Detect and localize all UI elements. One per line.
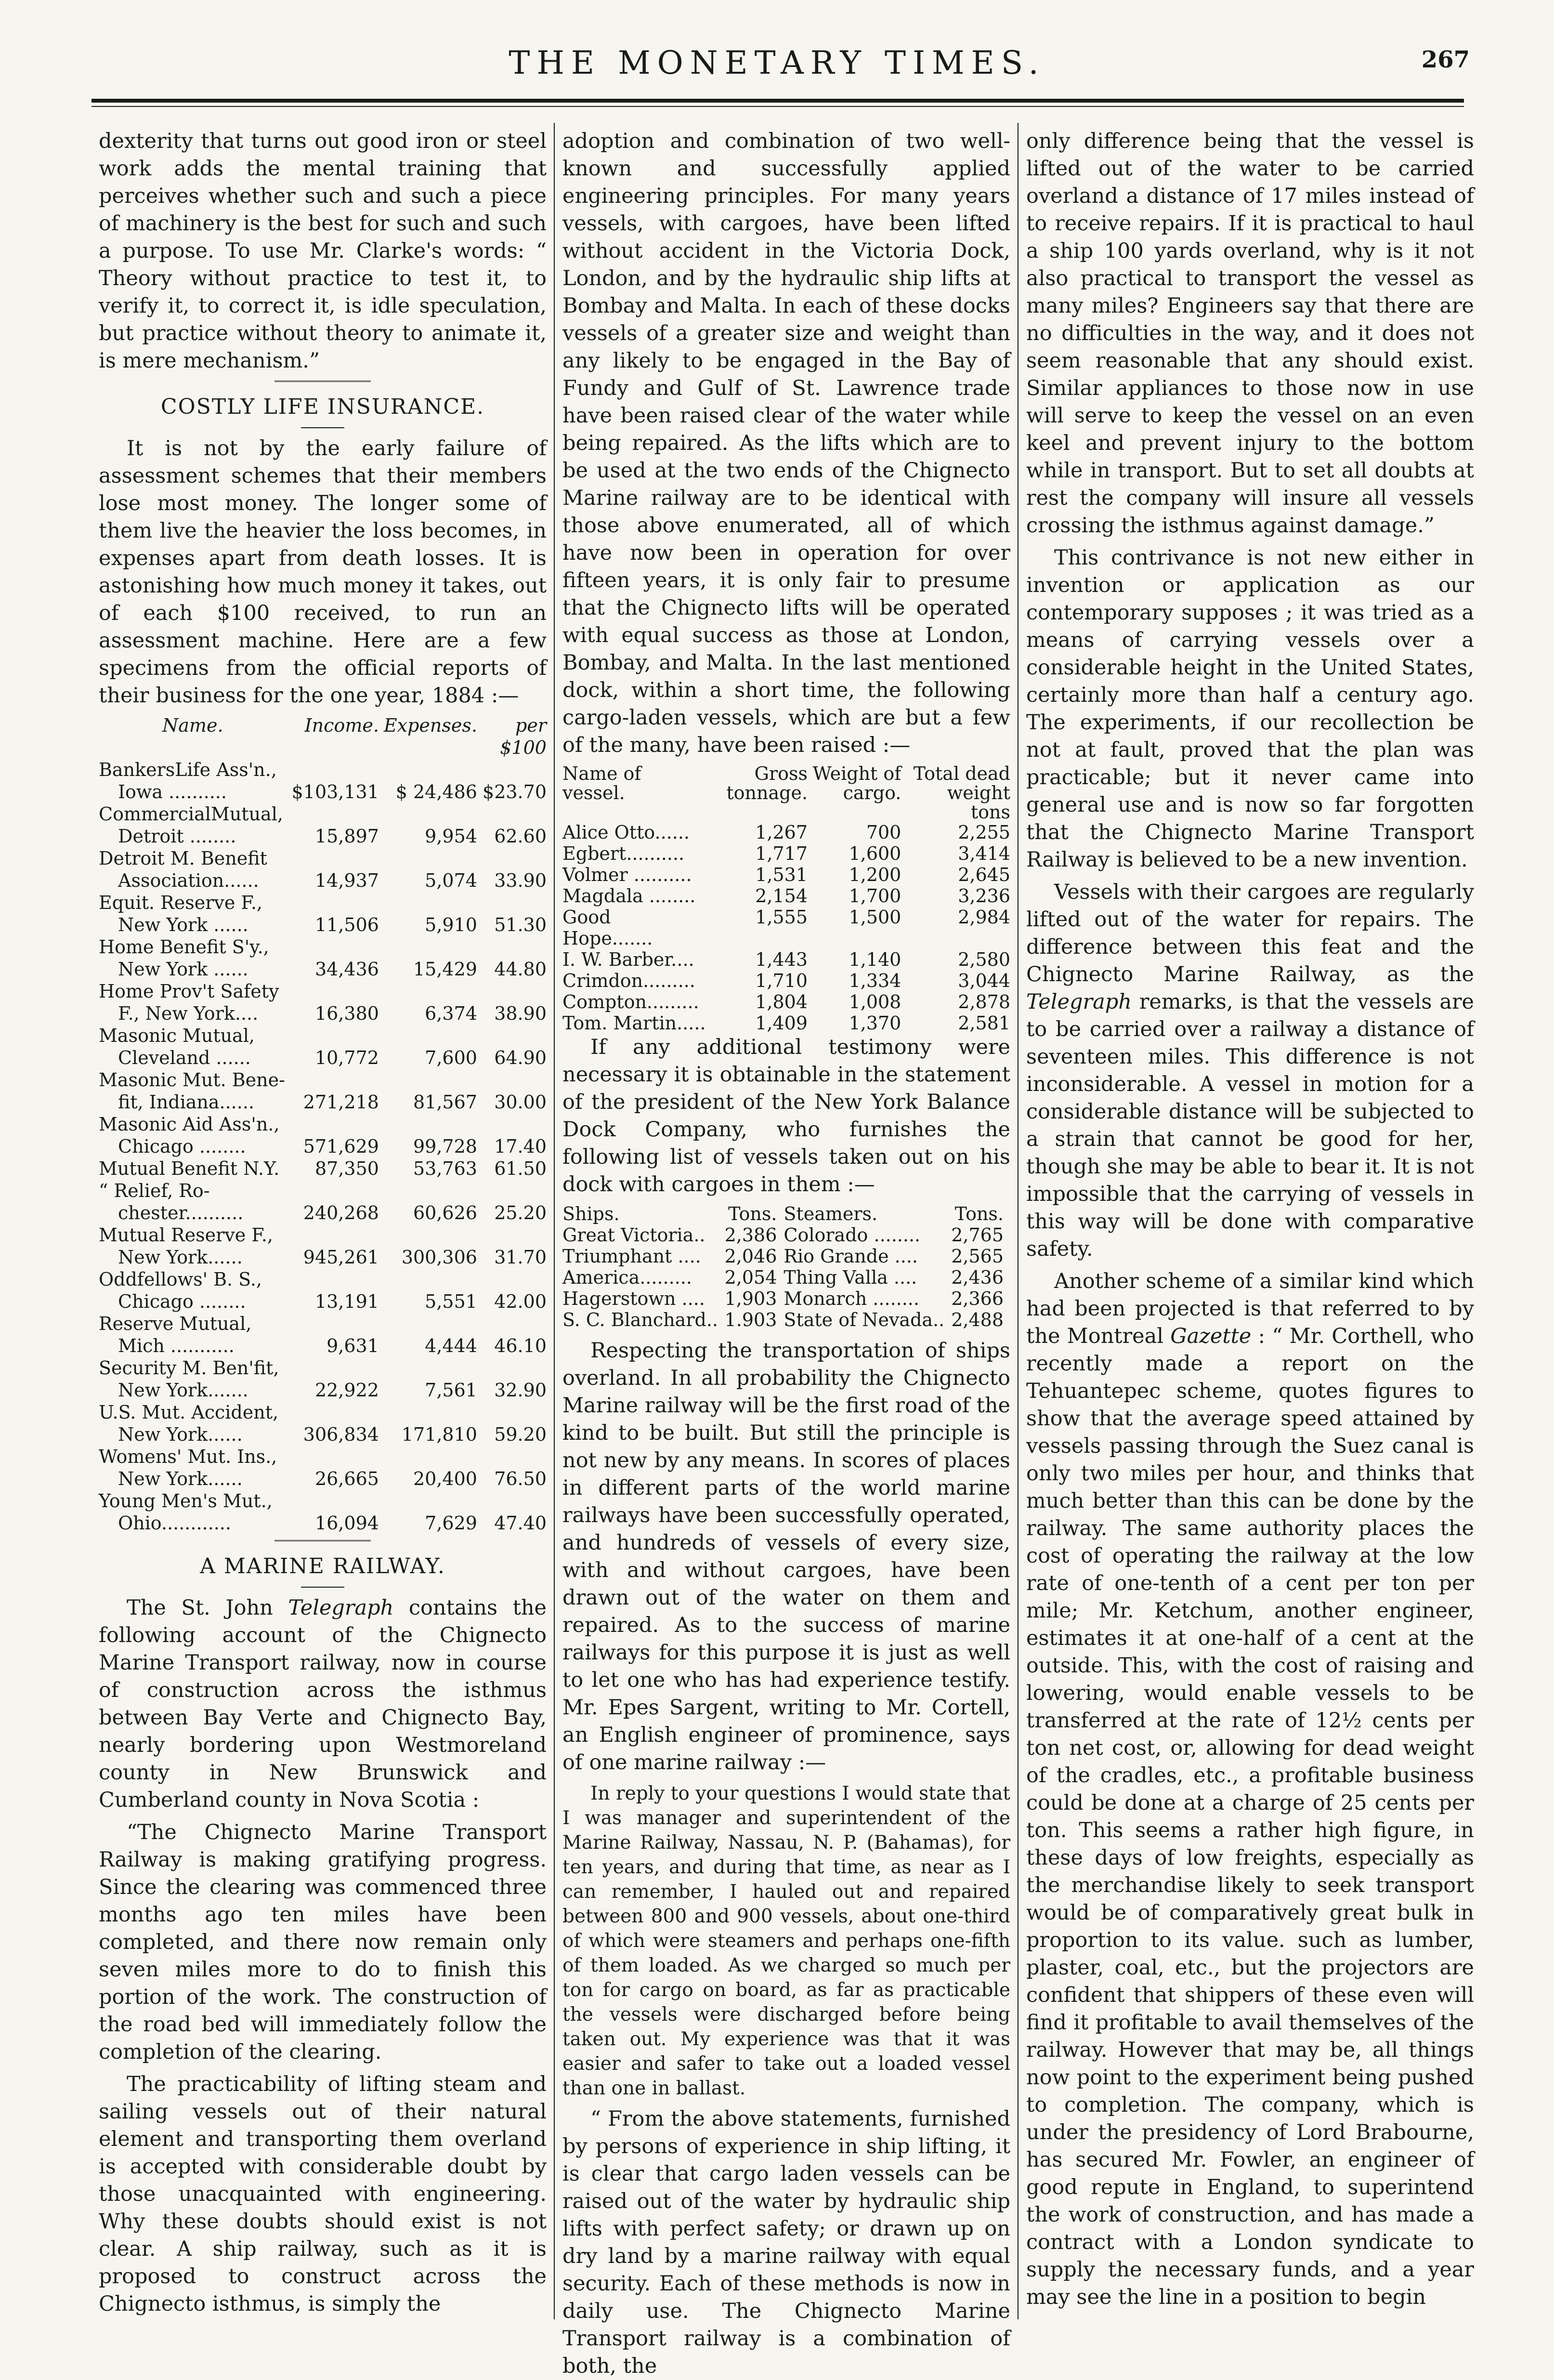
vessel-name: Thing Valla .... xyxy=(784,1267,917,1288)
table-cell: 2,255 xyxy=(958,822,1010,843)
per-100-cell: 61.50 xyxy=(494,1158,547,1179)
per-100-cell: 30.00 xyxy=(494,1091,547,1113)
table-cell: 2,436 xyxy=(951,1267,1004,1288)
column-2 xyxy=(562,128,1010,2378)
article-heading: A MARINE RAILWAY. xyxy=(200,1554,445,1578)
income-cell: 571,629 xyxy=(303,1136,379,1157)
table-cell: 2,645 xyxy=(958,864,1010,885)
table-cell: 2,366 xyxy=(951,1288,1004,1309)
table-row xyxy=(562,1224,1010,1246)
table-cell: 1,008 xyxy=(849,991,901,1012)
insurer-location: Mich ........... xyxy=(118,1335,235,1356)
insurer-location: fit, Indiana...... xyxy=(118,1091,254,1113)
table-row xyxy=(562,1288,1010,1309)
table-row xyxy=(562,1309,1010,1330)
insurer-location: New York...... xyxy=(118,1247,243,1268)
table-cell: 1,903 xyxy=(724,1288,777,1309)
text-run: Vessels with their cargoes are regularly lifted out of the water for repairs. The difference between this feat and the Chignecto Marine Railway, as the xyxy=(1026,880,1474,986)
table-row xyxy=(99,1069,547,1091)
income-cell: 22,922 xyxy=(314,1380,379,1401)
expenses-cell: 5,074 xyxy=(425,870,477,891)
table-row xyxy=(99,1379,547,1401)
vessel-name: Tom. Martin..... xyxy=(562,1012,706,1034)
table-row xyxy=(99,825,547,847)
income-cell: 14,937 xyxy=(314,870,379,891)
table-row xyxy=(99,1025,547,1047)
insurer-name: Masonic Mutual, xyxy=(99,1025,255,1046)
column-divider xyxy=(554,123,555,2319)
insurer-location: Association...... xyxy=(118,870,259,891)
insurer-name: Masonic Aid Ass'n., xyxy=(99,1114,280,1135)
table-row xyxy=(99,892,547,914)
per-100-cell: 62.60 xyxy=(494,826,547,847)
insurer-location: Cleveland ...... xyxy=(118,1047,251,1068)
vessel-name: Volmer .......... xyxy=(562,864,692,885)
table-cell: 1,443 xyxy=(755,949,808,970)
table-row xyxy=(99,1202,547,1224)
table-cell: 2,386 xyxy=(724,1224,777,1246)
column-header: Ships. xyxy=(562,1203,620,1224)
vessel-name: Compton......... xyxy=(562,991,699,1012)
column-header: Gross tonnage. xyxy=(726,763,808,803)
column-header: Income. xyxy=(304,715,379,736)
article-heading: COSTLY LIFE INSURANCE. xyxy=(160,394,485,419)
table-cell: 3,236 xyxy=(958,885,1010,907)
section-divider xyxy=(274,381,371,385)
table-cell: 2,765 xyxy=(951,1224,1004,1246)
table-cell: 1,267 xyxy=(755,822,808,843)
paragraph: “ From the above statements, furnished by persons of experience in ship lifting, it is clear that cargo laden vessels can be raised out of the water by hydraulic ship lifts with perfect safety; or drawn up on dry land by a marine railway with equal security. Each of these methods is now in daily use. The Chignecto Marine Transport railway is a combination of both, the xyxy=(562,2107,1010,2378)
table-cell: 2,984 xyxy=(958,907,1010,928)
insurer-location: chester.......... xyxy=(118,1202,244,1223)
insurer-location: Detroit ........ xyxy=(118,826,236,847)
paragraph: adoption and combination of two well-known and successfully applied engineering principles. For many years vessels, with cargoes, have been lifted without accident in the Victoria Dock, London, and by the hydraulic ship lifts at Bombay and Malta. In each of these docks vessels of a greater size and weight than any likely to be engaged in the Bay of Fundy and Gulf of St. Lawrence trade have been raised clear of the water while being repaired. As the lifts which are to be used at the two ends of the Chignecto Marine railway are to be identical with those above enumerated, all of which have now been in operation for over fifteen years, it is only fair to presume that the Chignecto lifts will be operated with equal success as those at London, Bombay, and Malta. In the last mentioned dock, within a short time, the following cargo-laden vessels, which are but a few of the many, have been raised :— xyxy=(562,129,1010,757)
income-cell: 11,506 xyxy=(314,914,379,935)
insurer-location: Chicago ........ xyxy=(118,1136,246,1157)
table-row xyxy=(99,1002,547,1025)
insurer-name: Masonic Mut. Bene- xyxy=(99,1069,285,1091)
column-header: Name of vessel. xyxy=(562,763,641,803)
table-row xyxy=(99,1357,547,1379)
income-cell: $103,131 xyxy=(291,781,379,802)
table-row xyxy=(99,803,547,825)
table-cell: 1,334 xyxy=(849,970,901,991)
table-row xyxy=(562,864,1010,885)
table-cell: 1,531 xyxy=(755,864,808,885)
expenses-cell: 4,444 xyxy=(425,1335,477,1356)
income-cell: 945,261 xyxy=(303,1247,379,1268)
table-cell: 2,054 xyxy=(724,1267,777,1288)
column-header: Tons. xyxy=(954,1203,1004,1224)
per-100-cell: 59.20 xyxy=(494,1424,547,1445)
table-row xyxy=(99,1047,547,1069)
insurer-name: Mutual Benefit N.Y. xyxy=(99,1158,280,1179)
table-cell: 2,581 xyxy=(958,1012,1010,1034)
per-100-cell: 47.40 xyxy=(494,1512,547,1534)
table-row xyxy=(99,958,547,980)
table-cell: 1,200 xyxy=(849,864,901,885)
insurer-location: New York...... xyxy=(118,1424,243,1445)
paragraph xyxy=(1026,879,1474,1263)
heading-rule xyxy=(301,1587,344,1588)
column-header: Tons. xyxy=(728,1203,777,1224)
table-row xyxy=(562,822,1010,843)
column-header: per $100 xyxy=(500,715,547,758)
per-100-cell: 31.70 xyxy=(494,1247,547,1268)
insurer-location: Ohio............ xyxy=(118,1512,231,1534)
table-cell: 3,414 xyxy=(958,843,1010,864)
insurer-name: Equit. Reserve F., xyxy=(99,892,263,913)
expenses-cell: 9,954 xyxy=(425,826,477,847)
vessel-name: Rio Grande .... xyxy=(784,1246,918,1267)
table-row xyxy=(99,759,547,781)
table-cell: 1,409 xyxy=(755,1012,808,1034)
vessel-name: Triumphant .... xyxy=(562,1246,701,1267)
income-cell: 15,897 xyxy=(314,826,379,847)
vessel-name: Crimdon......... xyxy=(562,970,695,991)
table-row xyxy=(99,1135,547,1157)
income-cell: 13,191 xyxy=(314,1291,379,1312)
heading-rule xyxy=(301,427,344,428)
column-3 xyxy=(1026,128,1474,2348)
paragraph: only difference being that the vessel is lifted out of the water to be carried overland a distance of 17 miles instead of to receive repairs. If it is practical to haul a ship 100 yards overland, why is it not also practical to transport the vessel as many miles? Engineers say that there are no difficulties in the way, and it does not seem reasonable that any should exist. Similar appliances to those now in use will serve to keep the vessel on an even keel and prevent injury to the bottom while in transport. But to set all doubts at rest the company will insure all vessels crossing the isthmus against damage.” xyxy=(1026,129,1474,538)
insurer-location: New York....... xyxy=(118,1380,248,1401)
per-100-cell: 32.90 xyxy=(494,1380,547,1401)
table-cell: 1,600 xyxy=(849,843,901,864)
vessel-name: Good Hope....... xyxy=(562,907,653,949)
expenses-cell: 171,810 xyxy=(401,1424,477,1445)
vessel-table-body xyxy=(562,822,1010,1034)
expenses-cell: 99,728 xyxy=(413,1136,477,1157)
ship-table-body xyxy=(562,1224,1010,1330)
insurer-name: Young Men's Mut., xyxy=(99,1490,273,1512)
insurer-name: BankersLife Ass'n., xyxy=(99,759,277,780)
table-row xyxy=(562,1267,1010,1288)
column-header: Name. xyxy=(162,715,223,736)
header-rule-thin xyxy=(91,106,1464,107)
expenses-cell: 7,629 xyxy=(425,1512,477,1534)
paragraph: “The Chignecto Marine Transport Railway is making gratifying progress. Since the clearing was commenced three months ago ten miles have been completed, and there now remain only seven miles more to do to finish this portion of the work. The construction of the road bed will immediately follow the completion of the clearing. xyxy=(99,1820,547,2064)
income-cell: 87,350 xyxy=(314,1158,379,1179)
per-100-cell: 42.00 xyxy=(494,1291,547,1312)
income-cell: 306,834 xyxy=(303,1424,379,1445)
text-run: The St. John xyxy=(127,1596,288,1620)
table-row xyxy=(99,1490,547,1512)
table-cell: 1,717 xyxy=(755,843,808,864)
vessel-name: Great Victoria.. xyxy=(562,1224,705,1246)
section-divider xyxy=(274,1540,371,1544)
table-row xyxy=(562,1012,1010,1034)
table-row xyxy=(99,1335,547,1357)
insurer-name: U.S. Mut. Accident, xyxy=(99,1402,279,1423)
column-1 xyxy=(99,128,547,2348)
expenses-cell: 60,626 xyxy=(413,1202,477,1223)
income-cell: 240,268 xyxy=(303,1202,379,1223)
insurer-name: CommercialMutual, xyxy=(99,803,283,825)
table-cell: 2,580 xyxy=(958,949,1010,970)
table-row xyxy=(99,936,547,958)
insurance-table xyxy=(99,714,547,1534)
table-row xyxy=(99,1157,547,1180)
expenses-cell: 53,763 xyxy=(413,1158,477,1179)
table-row xyxy=(562,843,1010,864)
insurer-name: Oddfellows' B. S., xyxy=(99,1269,262,1290)
income-cell: 16,380 xyxy=(314,1003,379,1024)
income-cell: 271,218 xyxy=(303,1091,379,1113)
paragraph xyxy=(1026,1268,1474,2311)
column-header: Expenses. xyxy=(383,715,477,736)
income-cell: 9,631 xyxy=(326,1335,379,1356)
table-row xyxy=(562,970,1010,991)
table-row xyxy=(562,949,1010,970)
income-cell: 10,772 xyxy=(314,1047,379,1068)
newspaper-title: Telegraph xyxy=(1026,990,1132,1014)
quoted-letter: In reply to your questions I would state that I was manager and superintendent of the Marine Railway, Nassau, N. P. (Bahamas), for ten years, and during that time, as near as I can remember, I hauled out and repaired between 800 and 900 vessels, about one-third of which were steamers and perhaps one-fifth of them loaded. As we charged so much per ton for cargo on board, as far as practicable the vessels were discharged before being taken out. My experience was that it was easier and safer to take out a loaded vessel than one in ballast. xyxy=(562,1783,1010,2099)
table-row xyxy=(99,1113,547,1135)
income-cell: 34,436 xyxy=(314,959,379,980)
table-row xyxy=(562,907,1010,949)
table-cell: 2,046 xyxy=(724,1246,777,1267)
table-row xyxy=(99,1246,547,1268)
vessel-name: State of Nevada.. xyxy=(784,1309,945,1330)
column-header: Weight of cargo. xyxy=(812,763,901,803)
paragraph: This contrivance is not new either in invention or application as our contemporary supposes ; it was tried as a means of carrying vessels over a considerable height in the United States, certainly more than half a century ago. The experiments, if our recollection be not at fault, proved that the plan was practicable; but it never came into general use and is now so far forgotten that the Chignecto Marine Transport Railway is believed to be a new invention. xyxy=(1026,546,1474,872)
expenses-cell: 5,551 xyxy=(425,1291,477,1312)
column-header: Total dead weight tons xyxy=(913,763,1010,823)
per-100-cell: 76.50 xyxy=(494,1468,547,1489)
table-cell: 1,370 xyxy=(849,1012,901,1034)
table-cell: 1,500 xyxy=(849,907,901,928)
vessel-table xyxy=(562,764,1010,1034)
per-100-cell: $23.70 xyxy=(483,781,547,802)
paragraph: Respecting the transportation of ships overland. In all probability the Chignecto Marine railway will be the first road of the kind to be built. But still the principle is not new by any means. In scores of places in different parts of the world marine railways have been successfully operated, and hundreds of vessels of every size, with and without cargoes, have been drawn out of the water on them and repaired. As to the success of marine railways for this purpose it is just as well to let one who has had experience testify. Mr. Epes Sargent, writing to Mr. Cortell, an English engineer of prominence, says of one marine railway :— xyxy=(562,1339,1010,1775)
vessel-name: Magdala ........ xyxy=(562,885,696,907)
table-cell: 2,154 xyxy=(755,885,808,907)
insurer-location: New York...... xyxy=(118,1468,243,1489)
per-100-cell: 44.80 xyxy=(494,959,547,980)
page-header xyxy=(0,0,1554,101)
insurer-location: F., New York.... xyxy=(118,1003,259,1024)
paragraph: The practicability of lifting steam and sailing vessels out of their natural element and transporting them overland is accepted with considerable doubt by those unacquainted with engineering. Why these doubts should exist is not clear. A ship railway, such as it is proposed to construct across the Chignecto isthmus, is simply the xyxy=(99,2072,547,2316)
insurer-name: Detroit M. Benefit xyxy=(99,848,267,869)
table-row xyxy=(99,1290,547,1313)
table-row xyxy=(99,869,547,892)
per-100-cell: 33.90 xyxy=(494,870,547,891)
newspaper-title: Gazette xyxy=(1170,1324,1252,1348)
table-cell: 700 xyxy=(866,822,901,843)
vessel-name: S. C. Blanchard.. xyxy=(562,1309,718,1330)
table-cell: 1.903 xyxy=(724,1309,777,1330)
vessel-name: Colorado ........ xyxy=(784,1224,921,1246)
table-row xyxy=(99,1180,547,1202)
table-row xyxy=(99,1224,547,1246)
expenses-cell: $ 24,486 xyxy=(395,781,477,802)
income-cell: 16,094 xyxy=(314,1512,379,1534)
expenses-cell: 5,910 xyxy=(425,914,477,935)
table-cell: 1,555 xyxy=(755,907,808,928)
table-row xyxy=(99,781,547,803)
per-100-cell: 51.30 xyxy=(494,914,547,935)
table-cell: 2,565 xyxy=(951,1246,1004,1267)
insurer-name: Home Prov't Safety xyxy=(99,981,279,1002)
vessel-name: Alice Otto...... xyxy=(562,822,690,843)
table-row xyxy=(99,980,547,1002)
table-cell: 2,488 xyxy=(951,1309,1004,1330)
table-row xyxy=(562,1246,1010,1267)
insurer-location: New York ...... xyxy=(118,914,248,935)
insurer-name: Womens' Mut. Ins., xyxy=(99,1446,277,1467)
newspaper-title: Telegraph xyxy=(288,1596,394,1620)
vessel-name: I. W. Barber.... xyxy=(562,949,694,970)
text-run: remarks, is that the vessels are to be carried over a railway a distance of seventeen miles. This difference is not inconsiderable. A vessel in motion for a considerable distance will be subjected to a strain that cannot be good for her, though she may be able to bear it. It is not impossible that the carrying of vessels in this way will be done with comparative safety. xyxy=(1026,990,1474,1261)
table-row xyxy=(99,1091,547,1113)
text-run: contains the following account of the Chignecto Marine Transport railway, now in course of construction across the isthmus between Bay Verte and Chignecto Bay, nearly bordering upon Westmoreland county in New Brunswick and Cumberland county in Nova Scotia : xyxy=(99,1596,547,1812)
table-cell: 3,044 xyxy=(958,970,1010,991)
table-row xyxy=(99,1313,547,1335)
paragraph: dexterity that turns out good iron or steel work adds the mental training that perceives whether such and such a piece of machinery is the best for such and such a purpose. To use Mr. Clarke's words: “ Theory without practice to test it, to verify it, to correct it, is idle speculation, but practice without theory to animate it, is mere mechanism.” xyxy=(99,129,547,373)
insurance-table-body xyxy=(99,759,547,1534)
vessel-name: America......... xyxy=(562,1267,692,1288)
table-cell: 1,804 xyxy=(755,991,808,1012)
expenses-cell: 7,600 xyxy=(425,1047,477,1068)
expenses-cell: 15,429 xyxy=(413,959,477,980)
insurer-location: New York ...... xyxy=(118,959,248,980)
vessel-name: Egbert.......... xyxy=(562,843,685,864)
table-row xyxy=(99,1423,547,1446)
per-100-cell: 46.10 xyxy=(494,1335,547,1356)
insurer-name: Home Benefit S'y., xyxy=(99,936,269,958)
text-run: : “ Mr. Corthell, who recently made a report on the Tehuantepec scheme, quotes figures to show that the average speed attained by vessels passing through the Suez canal is only two miles per hour, and thinks that much better than this can be done by the railway. The same authority places the cost of operating the railway at the low rate of one-tenth of a cent per ton per mile; Mr. Ketchum, another engineer, estimates it at one-half of a cent at the outside. This, with the cost of raising and lowering, would enable vessels to be transferred at the rate of 12½ cents per ton net cost, or, allowing for dead weight of the cradles, etc., a profitable business could be done at a charge of 25 cents per ton. This seems a rather high figure, in these days of low freights, especially as the merchandise likely to seek transport would be of comparatively great bulk in proportion to its value. such as lumber, plaster, coal, etc., but the projectors are confident that shippers of these even will find it profitable to avail themselves of the railway. However that may be, all things now point to the experiment being pushed to completion. The company, which is under the presidency of Lord Brabourne, has secured Mr. Fowler, an engineer of good repute in England, to superintend the work of construction, and has made a contract with a London syndicate to supply the necessary funds, and a year may see the line in a position to begin xyxy=(1026,1324,1474,2309)
table-cell: 1,710 xyxy=(755,970,808,991)
table-row xyxy=(99,1401,547,1423)
paragraph xyxy=(99,1594,547,1814)
insurer-location: Chicago ........ xyxy=(118,1291,246,1312)
table-row xyxy=(99,1446,547,1468)
income-cell: 26,665 xyxy=(314,1468,379,1489)
per-100-cell: 25.20 xyxy=(494,1202,547,1223)
table-row xyxy=(562,885,1010,907)
masthead: THE MONETARY TIMES. xyxy=(509,44,1045,81)
expenses-cell: 300,306 xyxy=(401,1247,477,1268)
header-rule xyxy=(91,99,1464,103)
table-cell: 1,140 xyxy=(849,949,901,970)
table-row xyxy=(99,1468,547,1490)
expenses-cell: 20,400 xyxy=(413,1468,477,1489)
per-100-cell: 38.90 xyxy=(494,1003,547,1024)
per-100-cell: 17.40 xyxy=(494,1136,547,1157)
insurer-location: Iowa .......... xyxy=(118,781,227,802)
table-cell: 2,878 xyxy=(958,991,1010,1012)
insurer-name: Mutual Reserve F., xyxy=(99,1224,273,1246)
ship-table xyxy=(562,1203,1010,1330)
table-row xyxy=(99,1512,547,1534)
expenses-cell: 7,561 xyxy=(425,1380,477,1401)
insurer-name: Reserve Mutual, xyxy=(99,1313,252,1334)
table-row xyxy=(99,847,547,869)
text-run: Another scheme of a similar kind which had been projected is that referred to by the Montreal xyxy=(1026,1269,1474,1348)
expenses-cell: 6,374 xyxy=(425,1003,477,1024)
table-cell: 1,700 xyxy=(849,885,901,907)
per-100-cell: 64.90 xyxy=(494,1047,547,1068)
vessel-name: Monarch ........ xyxy=(784,1288,919,1309)
column-header: Steamers. xyxy=(784,1203,878,1224)
vessel-name: Hagerstown .... xyxy=(562,1288,705,1309)
table-row xyxy=(99,1268,547,1290)
paragraph: If any additional testimony were necessary it is obtainable in the statement of the president of the New York Balance Dock Company, who furnishes the following list of vessels taken out on his dock with cargoes in them :— xyxy=(562,1035,1010,1197)
column-divider xyxy=(1018,123,1019,2319)
table-row xyxy=(562,991,1010,1012)
table-row xyxy=(99,914,547,936)
page-number: 267 xyxy=(1421,46,1470,73)
paragraph: It is not by the early failure of assessment schemes that their members lose most money. The longer some of them live the heavier the loss becomes, in expenses apart from death losses. It is astonishing how much money it takes, out of each $100 received, to run an assessment machine. Here are a few specimens from the official reports of their business for the one year, 1884 :— xyxy=(99,436,547,708)
expenses-cell: 81,567 xyxy=(413,1091,477,1113)
insurer-name: “ Relief, Ro- xyxy=(99,1180,210,1201)
insurer-name: Security M. Ben'fit, xyxy=(99,1357,279,1379)
